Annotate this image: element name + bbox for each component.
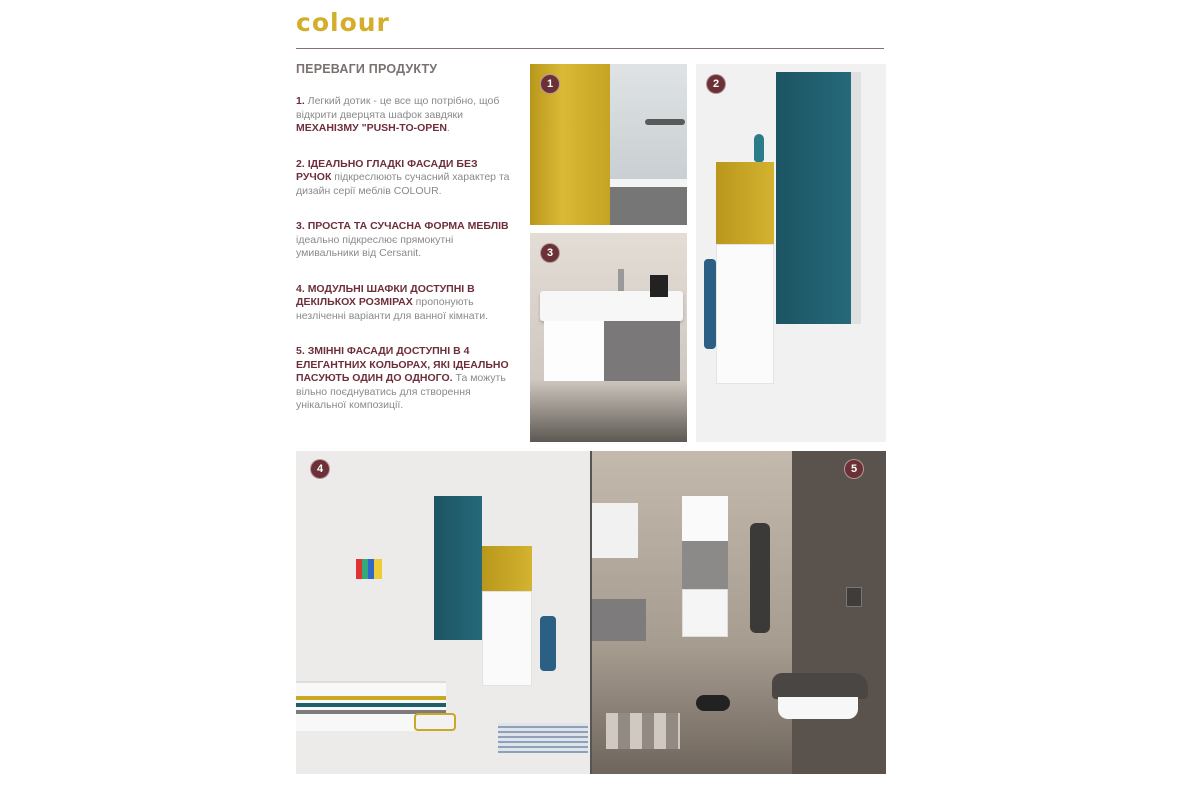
- mirror-cabinet: [592, 503, 638, 558]
- benefit-number: 2.: [296, 157, 305, 170]
- colour-artwork: [356, 559, 382, 579]
- benefit-item-3: [296, 220, 511, 261]
- toilet-bowl: [778, 697, 858, 719]
- cabinet-side: [851, 72, 861, 324]
- photo-push-to-open: [530, 64, 687, 225]
- grey-vanity: [592, 599, 646, 641]
- mustard-cabinet: [482, 546, 532, 591]
- benefit-text: ідеально підкреслює прямокутні умивальники від Cersanit.: [296, 233, 454, 259]
- shelf-edge: [610, 179, 687, 187]
- badge-1: 1: [540, 74, 560, 94]
- benefit-number: 1.: [296, 95, 305, 107]
- benefit-number: 4.: [296, 282, 305, 295]
- white-wall-cabinet: [682, 496, 728, 541]
- benefit-highlight: ІДЕАЛЬНО ГЛАДКІ ФАСАДИ БЕЗ РУЧОК: [296, 157, 478, 183]
- badge-4: 4: [310, 459, 330, 479]
- white-vanity-front: [544, 321, 604, 381]
- soap-dispenser: [650, 275, 668, 297]
- benefit-text: Та можуть вільно поєднуватись для створення унікальної композиції.: [296, 372, 506, 411]
- benefit-highlight: МОДУЛЬНІ ШАФКИ ДОСТУПНІ В ДЕКІЛЬКОХ РОЗМІРАХ: [296, 282, 475, 308]
- benefit-item-2: [296, 158, 511, 199]
- grey-wall-cabinet: [682, 541, 728, 589]
- benefit-item-5: [296, 345, 511, 413]
- badge-2: 2: [706, 74, 726, 94]
- white-cabinet: [482, 591, 532, 686]
- benefit-text: пропонують незліченні варіанти для ванної кімнати.: [296, 296, 488, 322]
- benefit-highlight: МЕХАНІЗМУ "PUSH-TO-OPEN: [296, 122, 447, 134]
- dark-bathrobe: [750, 523, 770, 633]
- blue-towel: [540, 616, 556, 671]
- benefit-highlight: ПРОСТА ТА СУЧАСНА ФОРМА МЕБЛІВ: [307, 220, 509, 232]
- benefit-text: підкреслюють сучасний характер та дизайн серії меблів COLOUR.: [296, 171, 510, 197]
- scene-dark-bathroom: [592, 451, 886, 774]
- dark-wall: [792, 451, 886, 774]
- bath-stripe-teal: [296, 703, 446, 707]
- open-shelf-cabinet: [682, 589, 728, 637]
- faucet: [618, 269, 624, 291]
- push-mechanism: [645, 119, 685, 125]
- benefit-text: .: [446, 122, 450, 134]
- section-title: ПЕРЕВАГИ ПРОДУКТУ: [296, 62, 438, 76]
- benefit-number: 5.: [296, 345, 305, 357]
- benefit-highlight: ЗМІННІ ФАСАДИ ДОСТУПНІ В 4 ЕЛЕГАНТНИХ КОЛЬОРАХ, ЯКІ ІДЕАЛЬНО ПАСУЮТЬ ОДИН ДО ОДНОГО.: [296, 345, 509, 384]
- step-stool: [414, 713, 456, 731]
- teal-tall-cabinet: [434, 496, 482, 640]
- benefit-number: 3.: [296, 220, 305, 232]
- photo-tall-cabinets: [696, 64, 886, 442]
- dumbbells: [696, 695, 730, 711]
- teal-tall-cabinet: [776, 72, 851, 324]
- mustard-cabinet: [716, 162, 774, 244]
- flush-plate: [846, 587, 862, 607]
- checkered-rug: [606, 713, 680, 749]
- photo-vanity-basin: [530, 233, 687, 442]
- badge-5: 5: [844, 459, 864, 479]
- photo-bathroom-scenes: [296, 451, 886, 774]
- benefit-text: Легкий дотик - це все що потрібно, щоб відкрити дверцята шафок завдяки: [296, 95, 500, 121]
- header-divider: [296, 48, 884, 49]
- blue-towel: [704, 259, 716, 349]
- scene-divider: [590, 451, 592, 774]
- scene-bright-bathroom: [296, 451, 592, 774]
- benefits-section: [296, 62, 511, 435]
- brand-logo: colour: [296, 8, 390, 37]
- white-cabinet: [716, 244, 774, 384]
- teal-vase: [754, 134, 764, 162]
- toilet-lid: [772, 673, 868, 699]
- striped-rug: [498, 723, 588, 753]
- benefit-item-4: [296, 283, 511, 324]
- badge-3: 3: [540, 243, 560, 263]
- benefit-item-1: [296, 95, 511, 136]
- grey-vanity-front: [604, 321, 680, 381]
- bath-stripe-mustard: [296, 696, 446, 700]
- grey-front: [610, 187, 687, 225]
